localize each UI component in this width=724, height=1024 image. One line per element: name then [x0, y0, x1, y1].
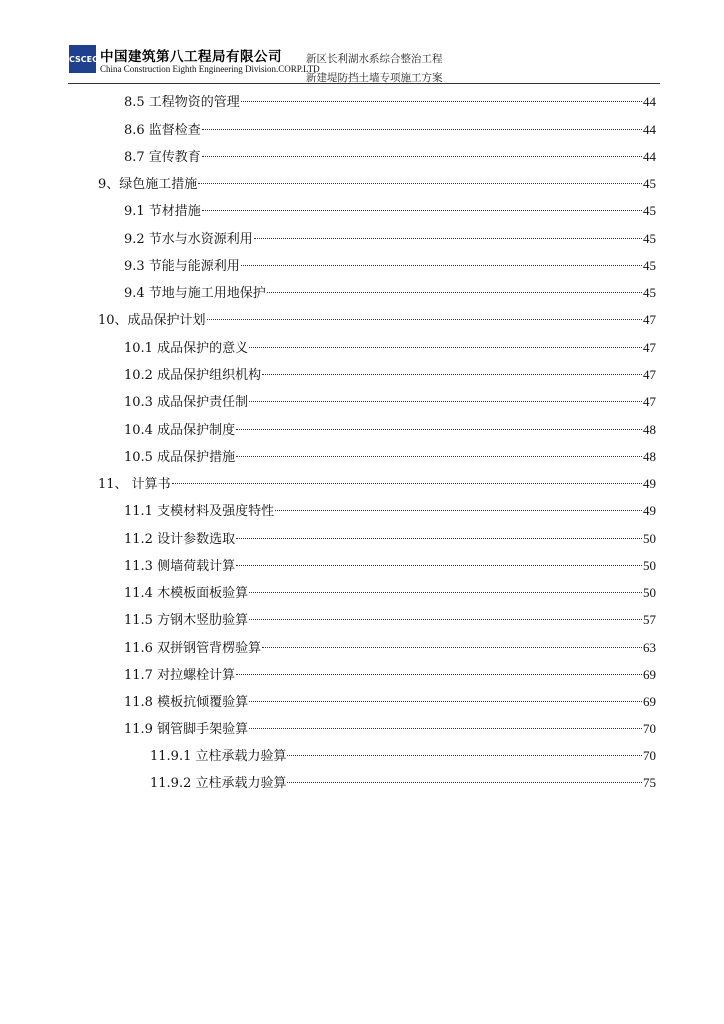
toc-entry[interactable] — [124, 610, 656, 630]
toc-dot-leader — [249, 401, 642, 402]
toc-entry-title: 11.7 对拉螺栓计算 — [124, 668, 236, 683]
toc-entry[interactable] — [124, 692, 656, 712]
toc-entry-title: 11.8 模板抗倾覆验算 — [124, 695, 249, 710]
toc-dot-leader — [254, 238, 642, 239]
toc-dot-leader — [262, 647, 642, 648]
toc-entry-page: 45 — [643, 285, 656, 300]
toc-entry-title: 9.3 节能与能源利用 — [124, 259, 240, 274]
toc-entry-page: 50 — [643, 531, 656, 546]
toc-entry[interactable] — [124, 420, 656, 440]
toc-dot-leader — [202, 156, 642, 157]
toc-dot-leader — [267, 292, 642, 293]
toc-entry-page: 49 — [643, 503, 656, 518]
toc-entry[interactable] — [124, 256, 656, 276]
toc-entry-title: 10.3 成品保护责任制 — [124, 395, 249, 410]
toc-entry[interactable] — [124, 92, 656, 112]
toc-entry[interactable] — [124, 338, 656, 358]
toc-dot-leader — [236, 538, 642, 539]
company-name-cn: 中国建筑第八工程局有限公司 — [100, 49, 282, 65]
toc-entry-title: 11.9 钢管脚手架验算 — [124, 722, 249, 737]
toc-dot-leader — [287, 755, 642, 756]
toc-entry[interactable] — [124, 201, 656, 221]
toc-entry-page: 45 — [643, 203, 656, 218]
toc-entry[interactable] — [150, 773, 656, 793]
toc-entry-page: 44 — [643, 94, 656, 109]
toc-entry[interactable] — [124, 501, 656, 521]
toc-entry-title: 9、绿色施工措施 — [98, 177, 198, 192]
toc-entry-page: 44 — [643, 149, 656, 164]
toc-entry-title: 8.7 宣传教育 — [124, 150, 201, 165]
page-header — [0, 0, 724, 90]
toc-entry-title: 11.9.2 立柱承载力验算 — [150, 776, 287, 791]
toc-entry-title: 11.4 木模板面板验算 — [124, 586, 249, 601]
toc-entry-page: 69 — [643, 667, 656, 682]
toc-entry-page: 75 — [643, 775, 656, 790]
toc-entry-page: 70 — [643, 721, 656, 736]
toc-dot-leader — [202, 129, 642, 130]
toc-entry-page: 44 — [643, 122, 656, 137]
toc-entry-page: 70 — [643, 748, 656, 763]
toc-entry[interactable] — [124, 120, 656, 140]
toc-entry-title: 9.4 节地与施工用地保护 — [124, 286, 266, 301]
toc-dot-leader — [236, 565, 642, 566]
toc-dot-leader — [236, 429, 642, 430]
toc-entry-page: 63 — [643, 640, 656, 655]
toc-entry[interactable] — [124, 719, 656, 739]
toc-entry[interactable] — [124, 229, 656, 249]
toc-entry-title: 8.6 监督检查 — [124, 123, 201, 138]
project-title-line1: 新区长利湖水系综合整治工程 — [306, 53, 443, 65]
toc-dot-leader — [202, 210, 642, 211]
toc-entry-page: 45 — [643, 176, 656, 191]
toc-entry-title: 10.4 成品保护制度 — [124, 423, 236, 438]
toc-dot-leader — [207, 319, 642, 320]
toc-entry[interactable] — [124, 365, 656, 385]
toc-entry-title: 11、 计算书 — [98, 477, 171, 492]
toc-dot-leader — [236, 456, 642, 457]
toc-dot-leader — [198, 183, 642, 184]
toc-entry-title: 8.5 工程物资的管理 — [124, 95, 240, 110]
toc-dot-leader — [249, 701, 642, 702]
logo-text: CSCEC — [69, 54, 98, 64]
toc-entry-page: 48 — [643, 449, 656, 464]
project-title-line2: 新建堤防挡土墙专项施工方案 — [306, 72, 443, 84]
toc-entry-page: 47 — [643, 367, 656, 382]
toc-entry-title: 10.2 成品保护组织机构 — [124, 368, 262, 383]
toc-entry-page: 47 — [643, 340, 656, 355]
toc-entry-title: 11.6 双拼钢管背楞验算 — [124, 641, 262, 656]
toc-entry[interactable] — [124, 447, 656, 467]
toc-dot-leader — [249, 347, 642, 348]
toc-entry[interactable] — [98, 474, 656, 494]
toc-entry-page: 47 — [643, 394, 656, 409]
toc-entry-page: 49 — [643, 476, 656, 491]
toc-entry[interactable] — [124, 638, 656, 658]
toc-dot-leader — [241, 265, 642, 266]
toc-dot-leader — [172, 483, 642, 484]
header-rule — [68, 83, 660, 84]
toc-entry-title: 11.9.1 立柱承载力验算 — [150, 749, 287, 764]
toc-entry-title: 11.5 方钢木竖肋验算 — [124, 613, 249, 628]
toc-entry[interactable] — [150, 746, 656, 766]
toc-dot-leader — [249, 592, 642, 593]
toc-dot-leader — [287, 782, 642, 783]
toc-entry-title: 11.3 侧墙荷载计算 — [124, 559, 236, 574]
toc-entry-page: 50 — [643, 558, 656, 573]
toc-entry-title: 10.5 成品保护措施 — [124, 450, 236, 465]
toc-entry[interactable] — [124, 556, 656, 576]
toc-entry[interactable] — [124, 392, 656, 412]
toc-entry-page: 48 — [643, 422, 656, 437]
toc-dot-leader — [236, 674, 642, 675]
toc-dot-leader — [275, 510, 642, 511]
toc-entry[interactable] — [124, 583, 656, 603]
toc-entry[interactable] — [124, 529, 656, 549]
toc-dot-leader — [241, 101, 642, 102]
company-logo — [69, 45, 96, 73]
toc-entry-page: 47 — [643, 312, 656, 327]
toc-entry[interactable] — [124, 665, 656, 685]
toc-entry-page: 45 — [643, 231, 656, 246]
toc-entry[interactable] — [124, 283, 656, 303]
company-name-en: China Construction Eighth Engineering Division.CORP.LTD — [100, 64, 320, 74]
toc-entry-title: 11.2 设计参数选取 — [124, 532, 236, 547]
toc-dot-leader — [262, 374, 642, 375]
toc-entry-page: 45 — [643, 258, 656, 273]
toc-dot-leader — [249, 728, 642, 729]
toc-dot-leader — [249, 619, 642, 620]
toc-entry-title: 9.2 节水与水资源利用 — [124, 232, 253, 247]
toc-entry-page: 57 — [643, 612, 656, 627]
toc-entry[interactable] — [98, 310, 656, 330]
toc-entry-title: 10.1 成品保护的意义 — [124, 341, 249, 356]
toc-entry-title: 10、成品保护计划 — [98, 313, 206, 328]
toc-entry-title: 11.1 支模材料及强度特性 — [124, 504, 275, 519]
toc-entry[interactable] — [98, 174, 656, 194]
toc-entry-title: 9.1 节材措施 — [124, 204, 201, 219]
toc-entry-page: 69 — [643, 694, 656, 709]
toc-entry[interactable] — [124, 147, 656, 167]
toc-entry-page: 50 — [643, 585, 656, 600]
